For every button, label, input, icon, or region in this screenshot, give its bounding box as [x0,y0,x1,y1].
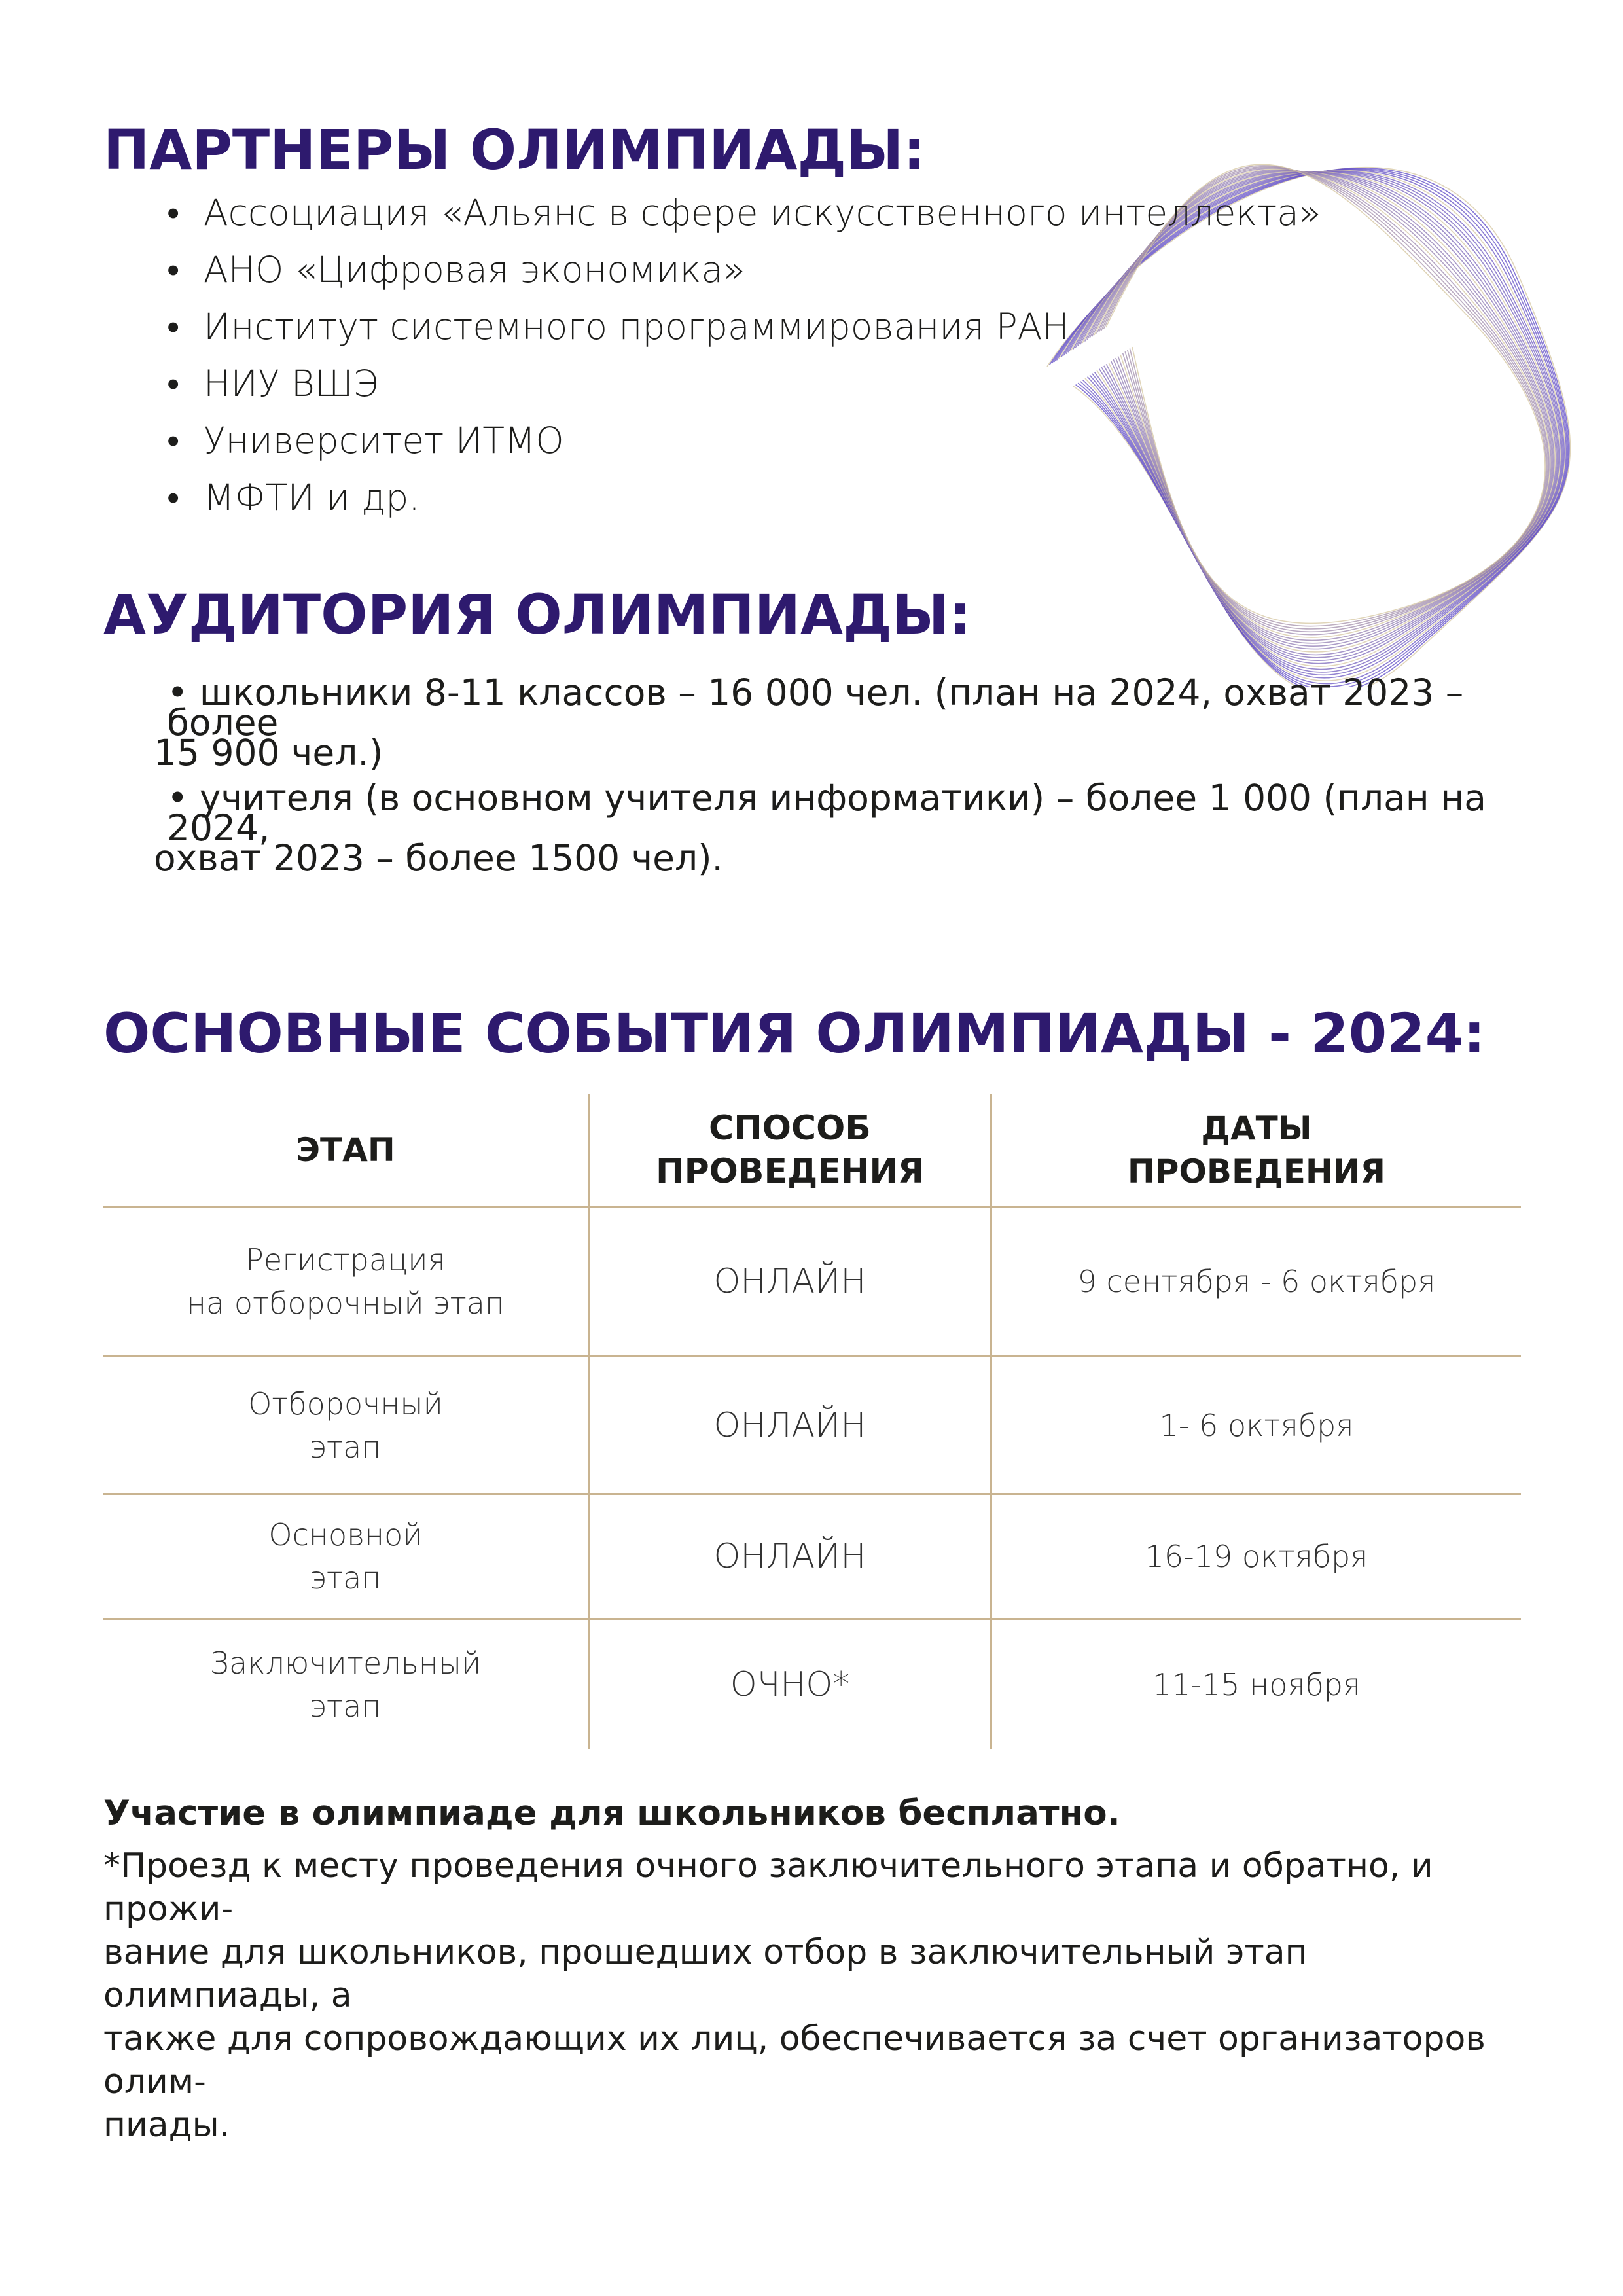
table-row [103,1494,1521,1619]
audience-heading: АУДИТОРИЯ ОЛИМПИАДЫ: [103,583,971,647]
list-item: • Ассоциация «Альянс в сфере искусственного интеллекта» [167,185,1321,242]
header-method-line: СПОСОБ [709,1109,871,1148]
audience-item-teachers [154,777,1515,879]
header-dates [991,1094,1522,1207]
header-method [589,1094,991,1207]
stage-line: Заключительный [209,1645,482,1681]
cell-method: ОНЛАЙН [589,1207,991,1357]
table-row [103,1619,1521,1750]
stage-line: этап [310,1429,382,1465]
list-item: • НИУ ВШЭ [167,355,1321,412]
events-heading: ОСНОВНЫЕ СОБЫТИЯ ОЛИМПИАДЫ - 2024: [103,1001,1486,1066]
cell-stage [103,1494,589,1619]
header-stage-label: ЭТАП [296,1131,395,1169]
list-item: • Институт системного программирования РАН [167,298,1321,355]
cell-dates: 1- 6 октября [991,1357,1522,1494]
cell-stage [103,1357,589,1494]
stage-line: этап [310,1560,382,1596]
list-item: • АНО «Цифровая экономика» [167,242,1321,298]
cell-dates: 16-19 октября [991,1494,1522,1619]
free-participation-note: Участие в олимпиаде для школьников бесплатно. [103,1793,1120,1833]
table-row [103,1357,1521,1494]
partners-heading: ПАРТНЕРЫ ОЛИМПИАДЫ: [103,118,925,182]
header-method-line: ПРОВЕДЕНИЯ [656,1152,924,1191]
header-dates-line: ДАТЫ [1201,1109,1312,1147]
audience-line: • учителя (в основном учителя информатики) – более 1 000 (план на 2024, [167,777,1486,849]
table-header-row [103,1094,1521,1207]
stage-line: на отборочный этап [186,1285,505,1321]
cell-method: ОЧНО* [589,1619,991,1750]
list-item: • МФТИ и др. [167,469,1321,526]
list-item: • Университет ИТМО [167,412,1321,469]
stage-line: Отборочный [248,1386,443,1422]
audience-line: • школьники 8-11 классов – 16 000 чел. (план на 2024, охват 2023 – более [167,672,1464,744]
cell-dates: 9 сентября - 6 октября [991,1207,1522,1357]
footnote-line: *Проезд к месту проведения очного заключительного этапа и обратно, и прожи- [103,1846,1433,1929]
travel-footnote [103,1844,1517,2147]
stage-line: Регистрация [245,1242,446,1278]
cell-dates: 11-15 ноября [991,1619,1522,1750]
cell-stage [103,1207,589,1357]
audience-line: охват 2023 – более 1500 чел). [154,837,724,879]
stage-line: этап [310,1689,382,1724]
cell-stage [103,1619,589,1750]
footnote-line: пиады. [103,2106,230,2145]
events-table [103,1094,1521,1749]
audience-line: 15 900 чел.) [154,732,383,774]
table-row [103,1207,1521,1357]
audience-item-students [154,672,1515,774]
stage-line: Основной [268,1517,423,1552]
cell-method: ОНЛАЙН [589,1357,991,1494]
footnote-line: вание для школьников, прошедших отбор в заключительный этап олимпиады, а [103,1933,1308,2015]
partners-list [167,185,1321,526]
header-stage [103,1094,589,1207]
cell-method: ОНЛАЙН [589,1494,991,1619]
footnote-line: также для сопровождающих их лиц, обеспечивается за счет организаторов олим- [103,2019,1486,2102]
header-dates-line: ПРОВЕДЕНИЯ [1127,1153,1386,1191]
